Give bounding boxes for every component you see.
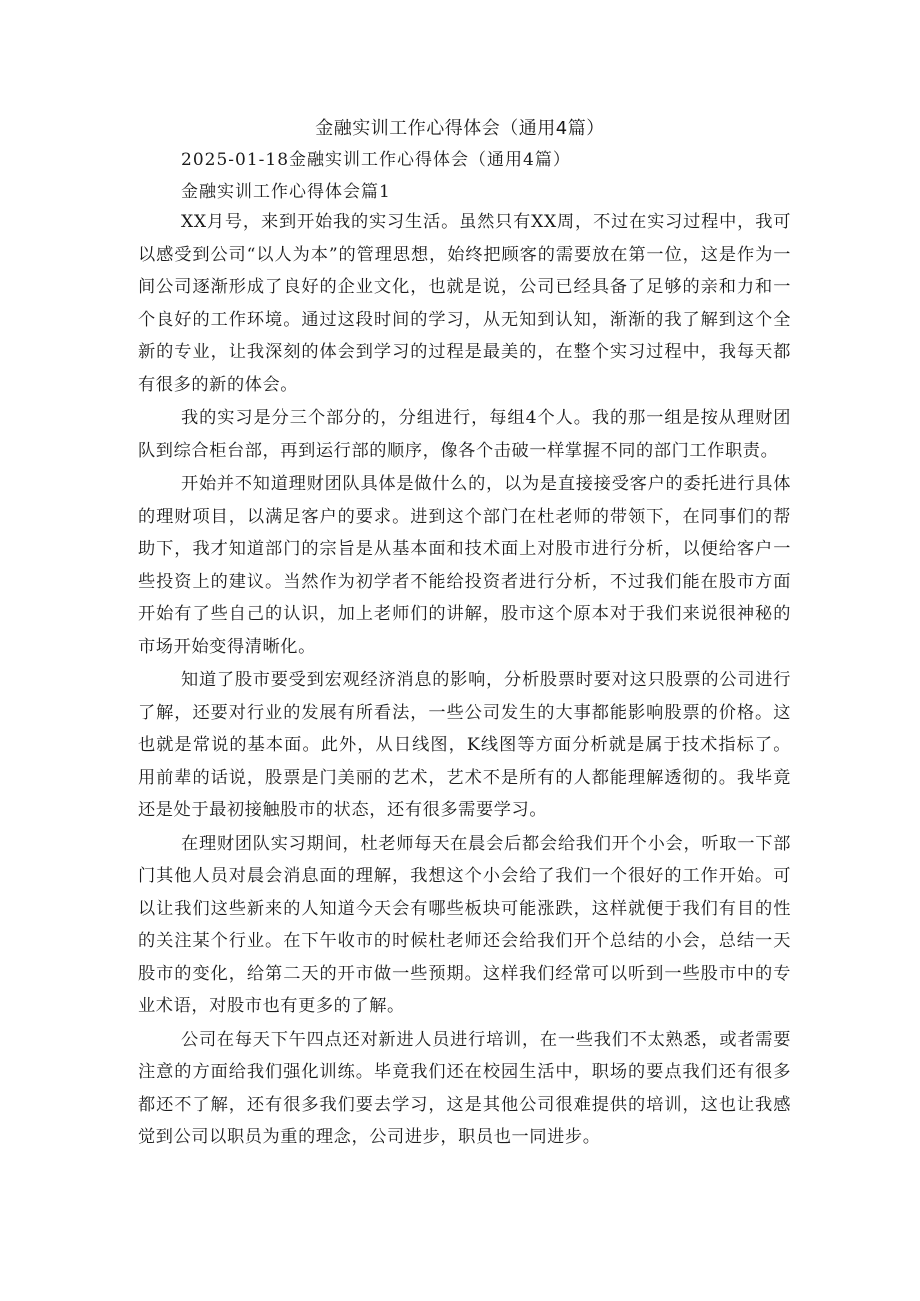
paragraph: 开始并不知道理财团队具体是做什么的，以为是直接接受客户的委托进行具体的理财项目，以满足客户的要求。进到这个部门在杜老师的带领下，在同事们的帮助下，我才知道部门的宗旨是从基本面和技术面上对股市进行分析，以便给客户一些投资上的建议。当然作为初学者不能给投资者进行分析，不过我们能在股市方面开始有了些自己的认识，加上老师们的讲解，股市这个原本对于我们来说很神秘的市场开始变得清晰化。 [138,474,791,657]
section-heading: 金融实训工作心得体会篇1 [181,182,391,202]
paragraph: 公司在每天下午四点还对新进人员进行培训，在一些我们不太熟悉，或者需要注意的方面给我们强化训练。毕竟我们还在校园生活中，职场的要点我们还有很多都还不了解，还有很多我们要去学习，这是其他公司很难提供的培训，这也让我感觉到公司以职员为重的理念，公司进步，职员也一同进步。 [138,1029,791,1147]
date-line: 2025-01-18金融实训工作心得体会（通用4篇） [181,150,571,170]
document-title: 金融实训工作心得体会（通用4篇） [315,118,605,139]
paragraph: XX月号，来到开始我的实习生活。虽然只有XX周，不过在实习过程中，我可以感受到公司“以人为本”的管理思想，始终把顾客的需要放在第一位，这是作为一间公司逐渐形成了良好的企业文化，也就是说，公司已经具备了足够的亲和力和一个良好的工作环境。通过这段时间的学习，从无知到认知，渐渐的我了解到这个全新的专业，让我深刻的体会到学习的过程是最美的，在整个实习过程中，我每天都有很多的新的体会。 [138,212,791,395]
paragraph: 知道了股市要受到宏观经济消息的影响，分析股票时要对这只股票的公司进行了解，还要对行业的发展有所看法，一些公司发生的大事都能影响股票的价格。这也就是常说的基本面。此外，从日线图，K线图等方面分析就是属于技术指标了。用前辈的话说，股票是门美丽的艺术，艺术不是所有的人都能理解透彻的。我毕竟还是处于最初接触股市的状态，还有很多需要学习。 [138,670,791,820]
paragraph: 在理财团队实习期间，杜老师每天在晨会后都会给我们开个小会，听取一下部门其他人员对晨会消息面的理解，我想这个小会给了我们一个很好的工作开始。可以让我们这些新来的人知道今天会有哪些板块可能涨跌，这样就便于我们有目的性的关注某个行业。在下午收市的时候杜老师还会给我们开个总结的小会，总结一天股市的变化，给第二天的开市做一些预期。这样我们经常可以听到一些股市中的专业术语，对股市也有更多的了解。 [138,833,791,1016]
paragraph: 我的实习是分三个部分的，分组进行，每组4个人。我的那一组是按从理财团队到综合柜台部，再到运行部的顺序，像各个击破一样掌握不同的部门工作职责。 [138,408,791,461]
document-body [138,206,791,1155]
